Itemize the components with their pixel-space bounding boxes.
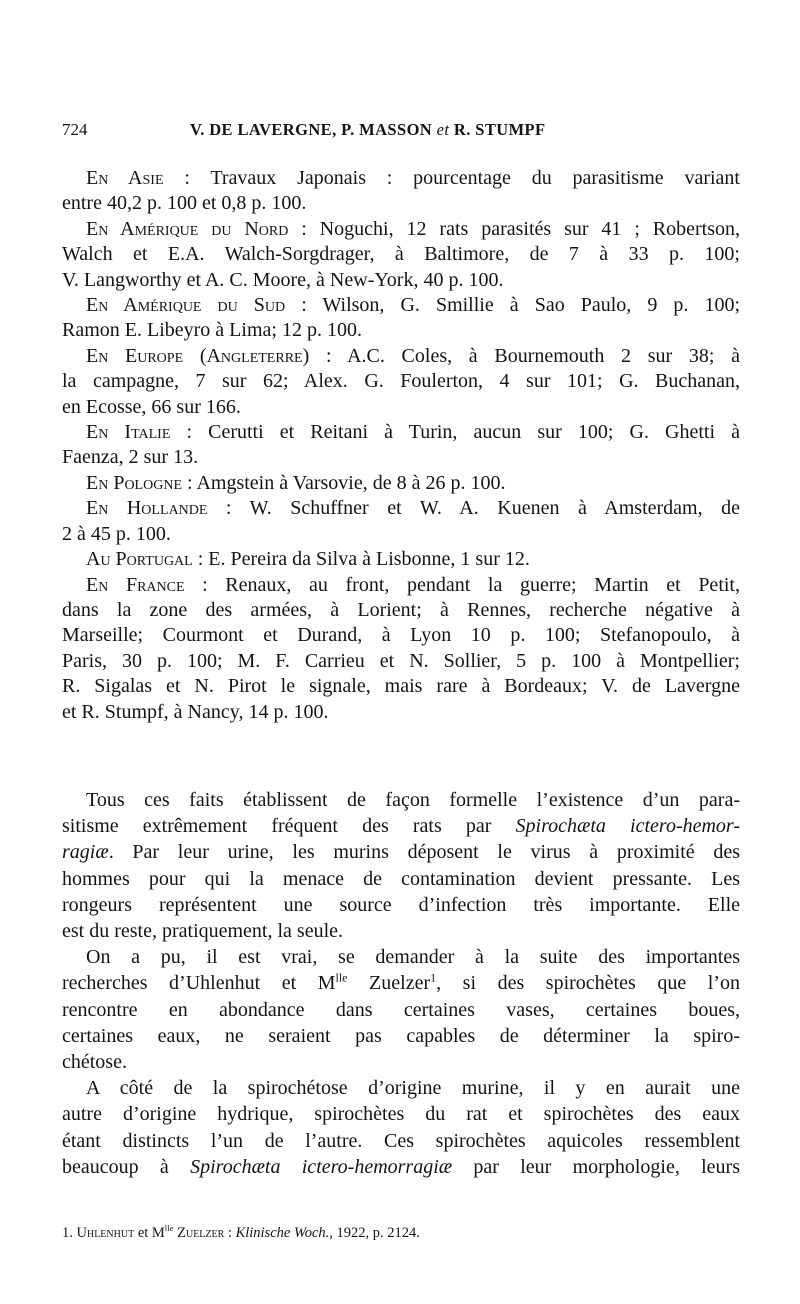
text-line (62, 787, 740, 813)
text-run: chétose. (62, 1051, 127, 1074)
text-line (62, 217, 740, 242)
text-line (62, 369, 740, 394)
text-run: Walch et E.A. Walch-Sorgdrager, à Baltimore, de 7 à 33 p. 100; (62, 243, 740, 266)
text-line (62, 918, 740, 944)
text-line (62, 866, 740, 892)
text-line (62, 573, 740, 598)
text-run: Tous ces faits établissent de façon formelle l’existence d’un para- (86, 789, 740, 811)
text-run: entre 40,2 p. 100 et 0,8 p. 100. (62, 192, 307, 215)
body-text (62, 787, 740, 1180)
country-findings-list (62, 166, 740, 725)
small-caps-text: En Europe (Angleterre) (86, 344, 310, 367)
text-run: par leur morphologie, leurs (452, 1155, 740, 1178)
footnote (62, 1225, 740, 1242)
text-run: et M (134, 1225, 165, 1241)
text-line (62, 1023, 740, 1049)
text-run: est du reste, pratiquement, la seule. (62, 920, 344, 943)
text-line (62, 191, 740, 216)
small-caps-text: En Italie (86, 421, 171, 444)
text-line (62, 674, 740, 699)
small-caps-text: En Hollande (86, 497, 208, 520)
text-line (62, 700, 740, 725)
text-run: , 1922, p. 2124. (329, 1225, 420, 1241)
small-caps-text: Zuelzer (177, 1225, 225, 1241)
text-line (62, 813, 740, 839)
text-line (62, 242, 740, 267)
text-line (62, 293, 740, 318)
italic-text: Klinische Woch. (235, 1225, 330, 1241)
text-run: : A.C. Coles, à Bournemouth 2 sur 38; à (309, 344, 741, 367)
italic-text: Spirochæta ictero-hemor- (515, 815, 740, 838)
small-caps-text: En Amérique du Sud (86, 294, 286, 317)
text-line (62, 471, 740, 496)
text-run: , si des spirochètes que l’on (436, 972, 740, 995)
text-line (62, 268, 740, 293)
text-run: Ramon E. Libeyro à Lima; 12 p. 100. (62, 319, 362, 342)
superscript: lle (164, 1223, 174, 1234)
text-line (62, 496, 740, 521)
authors-part2: R. STUMPF (453, 120, 546, 139)
page-number: 724 (62, 120, 88, 139)
text-run: sitisme extrêmement fréquent des rats par (62, 815, 516, 838)
text-line (62, 997, 740, 1023)
small-caps-text: Au Portugal (86, 548, 193, 571)
text-line (62, 892, 740, 918)
text-line (62, 970, 740, 996)
text-run: : W. Schuffner et W. A. Kuenen à Amsterdam, de (207, 497, 741, 520)
text-run: la campagne, 7 sur 62; Alex. G. Foulerton, 4 sur 101; G. Buchanan, (62, 370, 740, 393)
text-run: On a pu, il est vrai, se demander à la suite des importantes (86, 946, 740, 969)
text-run: rencontre en abondance dans certaines vases, certaines boues, (62, 998, 740, 1021)
text-run: en Ecosse, 66 sur 166. (62, 395, 241, 418)
text-run: : Wilson, G. Smillie à Sao Paulo, 9 p. 100; (285, 294, 740, 317)
text-line (62, 547, 740, 572)
text-line (62, 420, 740, 445)
text-line (62, 649, 740, 674)
small-caps-text: Uhlenhut (76, 1225, 135, 1241)
text-run: Paris, 30 p. 100; M. F. Carrieu et N. Sollier, 5 p. 100 à Montpellier; (62, 649, 740, 672)
text-run: : E. Pereira da Silva à Lisbonne, 1 sur 12. (192, 548, 530, 571)
text-run: dans la zone des armées, à Lorient; à Rennes, recherche négative à (62, 598, 740, 621)
text-run: : Renaux, au front, pendant la guerre; Martin et Petit, (184, 573, 740, 596)
text-run: V. Langworthy et A. C. Moore, à New-York, 40 p. 100. (62, 268, 504, 291)
running-head-authors (190, 120, 546, 140)
text-line (62, 318, 740, 343)
italic-text: ragiæ (62, 841, 109, 864)
text-run: certaines eaux, ne seraient pas capables de déterminer la spiro- (62, 1024, 740, 1047)
text-line (62, 1101, 740, 1127)
text-run: Zuelzer (347, 972, 431, 995)
italic-text: Spirochæta ictero-hemorragiæ (190, 1155, 453, 1178)
text-line (62, 166, 740, 191)
text-run: A côté de la spirochétose d’origine murine, il y en aurait une (86, 1077, 740, 1100)
authors-et: et (436, 120, 450, 139)
text-run: Marseille; Courmont et Durand, à Lyon 10 p. 100; Stefanopoulo, à (62, 624, 740, 647)
text-run: : Amgstein à Varsovie, de 8 à 26 p. 100. (182, 471, 506, 494)
text-line (62, 839, 740, 865)
text-line (62, 1128, 740, 1154)
text-line (62, 1049, 740, 1075)
text-run: recherches d’Uhlenhut et M (62, 972, 336, 995)
text-line (62, 1075, 740, 1101)
text-run: Faenza, 2 sur 13. (62, 446, 199, 469)
text-run: autre d’origine hydrique, spirochètes du rat et spirochètes des eaux (62, 1103, 740, 1126)
text-line (62, 623, 740, 648)
small-caps-text: En Asie (86, 167, 164, 189)
superscript: lle (335, 970, 348, 985)
text-run: . Par leur urine, les murins déposent le virus à proximité des (108, 841, 740, 864)
text-line (62, 344, 740, 369)
text-run: : Cerutti et Reitani à Turin, aucun sur 100; G. Ghetti à (170, 421, 740, 444)
text-line (62, 445, 740, 470)
small-caps-text: En France (86, 573, 185, 596)
small-caps-text: En Amérique du Nord (86, 217, 289, 240)
text-run: : (224, 1225, 236, 1241)
text-line (62, 944, 740, 970)
authors-part1: V. DE LAVERGNE, P. MASSON (190, 120, 433, 139)
text-run: beaucoup à (62, 1155, 191, 1178)
text-run: : Noguchi, 12 rats parasités sur 41 ; Robertson, (288, 217, 740, 240)
text-line (62, 598, 740, 623)
text-run: : Travaux Japonais : pourcentage du parasitisme variant (163, 167, 740, 189)
text-run: rongeurs représentent une source d’infection très importante. Elle (62, 893, 740, 916)
superscript: 1 (430, 970, 437, 985)
text-run: et R. Stumpf, à Nancy, 14 p. 100. (62, 700, 329, 723)
small-caps-text: En Pologne (86, 471, 182, 494)
text-run: 1. (62, 1225, 77, 1241)
text-line (62, 522, 740, 547)
text-run: étant distincts l’un de l’autre. Ces spirochètes aquicoles ressemblent (62, 1129, 740, 1152)
text-line (62, 395, 740, 420)
text-run: 2 à 45 p. 100. (62, 522, 171, 545)
text-line (62, 1154, 740, 1180)
text-run: R. Sigalas et N. Pirot le signale, mais rare à Bordeaux; V. de Lavergne (62, 675, 740, 698)
running-header (62, 120, 742, 144)
text-run: hommes pour qui la menace de contamination devient pressante. Les (62, 867, 740, 890)
